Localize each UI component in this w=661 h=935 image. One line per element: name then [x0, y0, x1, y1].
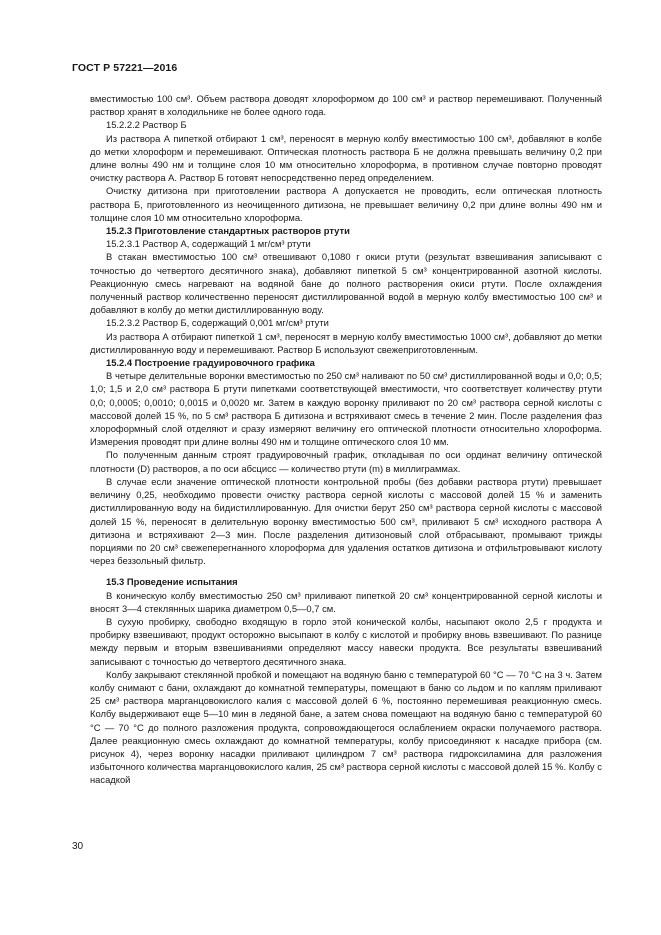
paragraph-p5: 15.2.3 Приготовление стандартных растворов ртути [106, 225, 350, 237]
paragraph-p12: По полученным данным строят градуировочный график, откладывая по оси ординат величину оптической плотности (D) растворов, а по оси абсцисс — количество ртути (m) в миллиграммах. [90, 449, 602, 474]
page-number: 30 [72, 841, 84, 852]
document-header: ГОСТ Р 57221—2016 [72, 62, 178, 74]
paragraph-p15: В коническую колбу вместимостью 250 см³ приливают пипеткой 20 см³ концентрированной серной кислоты и вносят 3—4 стеклянных шарика диаметром 0,5—0,7 см. [90, 589, 602, 614]
paragraph-p7: В стакан вместимостью 100 см³ отвешивают 0,1080 г окиси ртути (результат взвешивания записывают с точностью до четвертого десятичного знака), добавляют пипеткой 5 см³ концентрированной азотной кислоты. Реакционную смесь нагревают на водяной бане до полного растворения окиси ртути. После охлаждения полученный раствор количественно переносят дистиллированной водой в мерную колбу вместимостью 100 см³ и добавляют в колбу до метки дистиллированную воду. [90, 251, 602, 316]
paragraph-p11: В четыре делительные воронки вместимостью по 250 см³ наливают по 50 см³ дистиллированной воды и 0,0; 0,5; 1,0; 1,5 и 2,0 см³ раствора Б ртути пипетками соответствующей вместимости, что соответствует количеству ртути 0,0; 0,0005; 0,0010; 0,0015 и 0,0020 мг. Затем в каждую воронку приливают по 20 см³ раствора серной кислоты с массовой долей 15 %, по 5 см³ раствора Б дитизона и встряхивают смесь в течение 2 мин. После разделения фаз хлороформный слой отделяют и сразу измеряют величину его оптической плотности относительно хлороформа. Измерения проводят при длине волны 490 нм и толщине оптического слоя 10 мм. [90, 370, 602, 448]
paragraph-p13: В случае если значение оптической плотности контрольной пробы (без добавки раствора ртути) превышает величину 0,25, необходимо провести очистку раствора серной кислоты с массовой долей 15 % и заменить дистиллированную воду на бидистиллированную. Для очистки берут 250 см³ раствора серной кислоты с массовой долей 15 %, переносят в делительную воронку вместимостью 500 см³, приливают 5 см³ исходного раствора А дитизона и встряхивают 2—3 мин. После разделения дитизоновый слой отбрасывают, промывают трижды порциями по 20 см³ свежеперегнанного хлороформа для удаления остатков дитизона и отфильтровывают кислоту через беззольный фильтр. [90, 475, 602, 567]
paragraph-p14: 15.3 Проведение испытания [106, 576, 238, 588]
paragraph-p10: 15.2.4 Построение градуировочного графика [106, 357, 315, 369]
paragraph-p6: 15.2.3.1 Раствор А, содержащий 1 мг/см³ ртути [106, 238, 311, 250]
paragraph-p2: 15.2.2.2 Раствор Б [106, 119, 187, 131]
paragraph-p3: Из раствора А пипеткой отбирают 1 см³, переносят в мерную колбу вместимостью 100 см³, добавляют в колбе до метки хлороформ и перемешивают. Оптическая плотность раствора Б не должна превышать величину 0,2 при длине волны 490 нм и толщине слоя 10 мм относительно хлороформа, в противном случае повторно проводят очистку раствора А. Раствор Б готовят непосредственно перед определением. [90, 132, 602, 184]
paragraph-p9: Из раствора А отбирают пипеткой 1 см³, переносят в мерную колбу вместимостью 1000 см³, добавляют до метки дистиллированную воду и перемешивают. Раствор Б используют свежеприготовленным. [90, 330, 602, 355]
paragraph-p8: 15.2.3.2 Раствор Б, содержащий 0,001 мг/см³ ртути [106, 317, 329, 329]
document-body [90, 92, 602, 787]
paragraph-p1: вместимостью 100 см³. Объем раствора доводят хлороформом до 100 см³ и раствор перемешивают. Полученный раствор хранят в холодильнике не более одного года. [90, 93, 602, 118]
paragraph-p16: В сухую пробирку, свободно входящую в горло этой конической колбы, насыпают около 2,5 г продукта и пробирку взвешивают, продукт осторожно высыпают в колбу с кислотой и пробирку вновь взвешивают. По разнице между первым и вторым взвешиваниями определяют массу навески продукта. Все результаты взвешиваний записывают с точностью до четвертого десятичного знака. [90, 615, 602, 667]
paragraph-p17: Колбу закрывают стеклянной пробкой и помещают на водяную баню с температурой 60 °С — 70 °С на 3 ч. Затем колбу снимают с бани, охлаждают до комнатной температуры, помещают в баню со льдом и по каплям приливают 25 см³ раствора марганцовокислого калия с массовой долей 6 %, постоянно перемешивая реакционную смесь. Колбу выдерживают еще 5—10 мин в ледяной бане, а затем снова помещают на водяную баню с температурой 60 °С — 70 °С до полного разложения продукта, сопровождающегося ослаблением окраски получаемого раствора. Далее реакционную смесь охлаждают до комнатной температуры, колбу присоединяют к насадке прибора (см. рисунок 4), через воронку насадки приливают цилиндром 7 см³ раствора гидроксиламина для разложения избыточного количества марганцовокислого калия, 25 см³ раствора серной кислоты с массовой долей 15 %. Колбу с насадкой [90, 668, 602, 786]
paragraph-p4: Очистку дитизона при приготовлении раствора А допускается не проводить, если оптическая плотность раствора Б, приготовленного из неочищенного дитизона, не превышает величину 0,2 при длине волны 490 нм и толщине слоя 10 мм относительно хлороформа. [90, 185, 602, 223]
